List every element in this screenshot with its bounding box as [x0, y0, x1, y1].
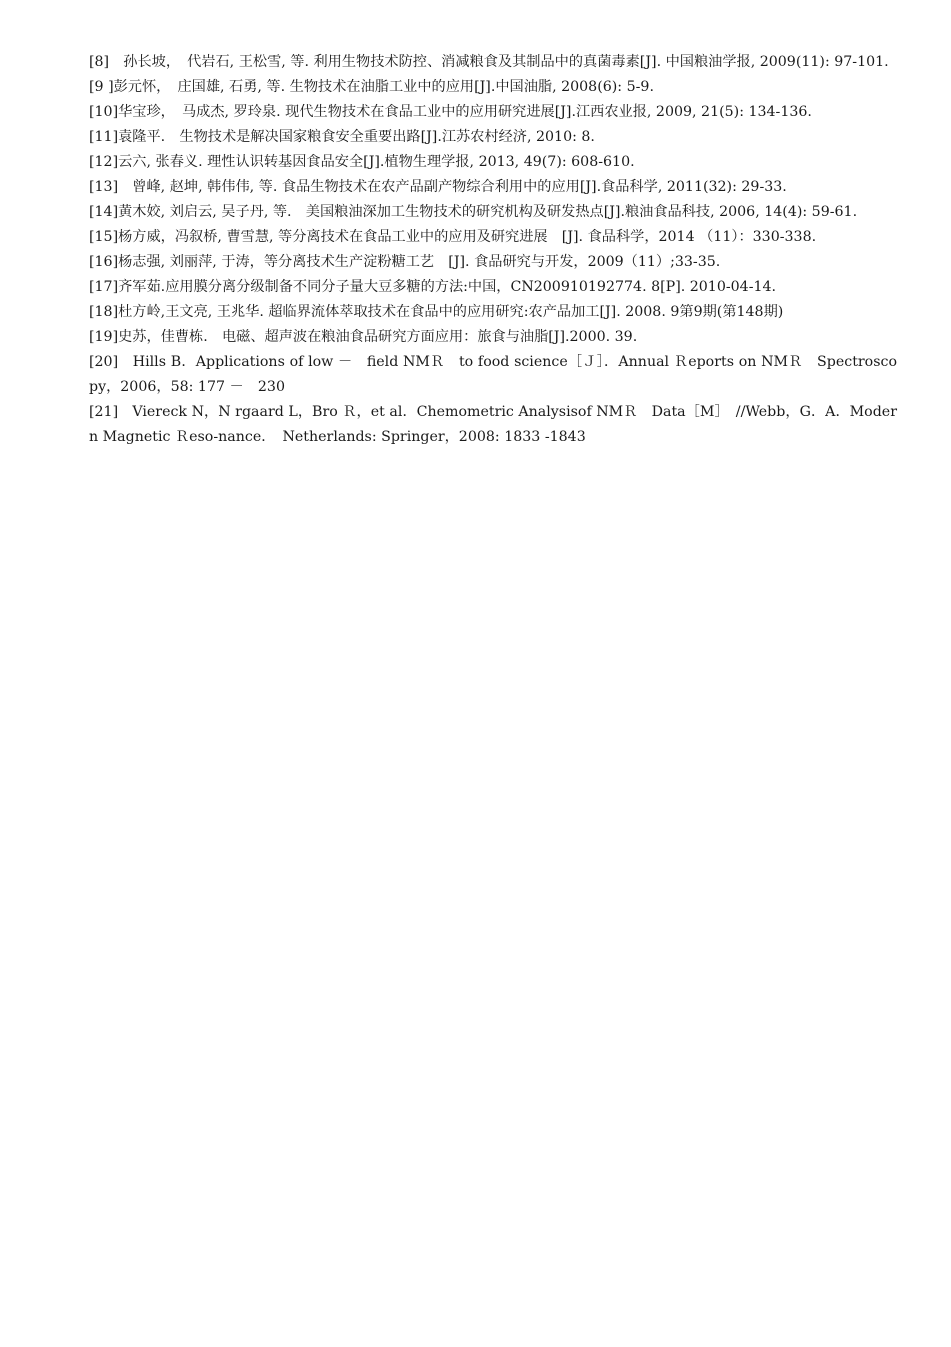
reference-item-9: [9 ]彭元怀， 庄国雄, 石勇, 等. 生物技术在油脂工业中的应用[J].中国油脂, 2008(6): 5-9. — [89, 79, 654, 95]
reference-item-10: [10]华宝珍， 马成杰, 罗玲泉. 现代生物技术在食品工业中的应用研究进展[J].江西农业报, 2009, 21(5): 134-136. — [89, 104, 812, 120]
reference-item-13: [13] 曾峰, 赵坤, 韩伟伟, 等. 食品生物技术在农产品副产物综合利用中的应用[J].食品科学, 2011(32): 29-33. — [89, 179, 787, 195]
reference-list — [89, 50, 897, 450]
reference-item-14: [14]黄木姣, 刘启云, 吴子丹, 等. 美国粮油深加工生物技术的研究机构及研发热点[J].粮油食品科技, 2006, 14(4): 59-61. — [89, 204, 858, 220]
reference-item-16: [16]杨志强, 刘丽萍, 于涛，等分离技术生产淀粉糖工艺 [J]. 食品研究与开发，2009（11）;33-35. — [89, 254, 721, 270]
reference-item-8: [8] 孙长坡， 代岩石, 王松雪, 等. 利用生物技术防控、消减粮食及其制品中的真菌毒素[J]. 中国粮油学报, 2009(11): 97-101. — [89, 54, 889, 70]
reference-item-20: [20] Hills B．Applications of low － field NMＲ to food science［Ｊ］．Annual Ｒeports on NMＲ Spectroscopy，2006，58: 177 － 230 — [89, 354, 897, 395]
reference-item-19: [19]史苏，佳曹栋. 电磁、超声波在粮油食品研究方面应用：旅食与油脂[J].2000. 39. — [89, 329, 638, 345]
reference-item-21: [21] Viereck N，N rgaard L，Bro Ｒ，et al．Chemometric Analysisof NMＲ Data［M］ //Webb，G．A．Modern Magnetic Ｒeso-nance． Netherlands: Springer，2008: 1833 -1843 — [89, 404, 897, 445]
reference-item-15: [15]杨方威，冯叙桥, 曹雪慧, 等分离技术在食品工业中的应用及研究进展 [J]. 食品科学，2014 （11）：330-338. — [89, 229, 817, 245]
reference-item-17: [17]齐军茹.应用膜分离分级制备不同分子量大豆多糖的方法:中国，CN200910192774. 8[P]. 2010-04-14. — [89, 279, 777, 295]
reference-item-11: [11]袁隆平. 生物技术是解决国家粮食安全重要出路[J].江苏农村经济, 2010: 8. — [89, 129, 595, 145]
reference-item-12: [12]云六, 张春义. 理性认识转基因食品安全[J].植物生理学报, 2013, 49(7): 608-610. — [89, 154, 635, 170]
reference-item-18: [18]杜方岭,王文亮, 王兆华. 超临界流体萃取技术在食品中的应用研究:农产品加工[J]. 2008. 9第9期(第148期) — [89, 304, 784, 320]
